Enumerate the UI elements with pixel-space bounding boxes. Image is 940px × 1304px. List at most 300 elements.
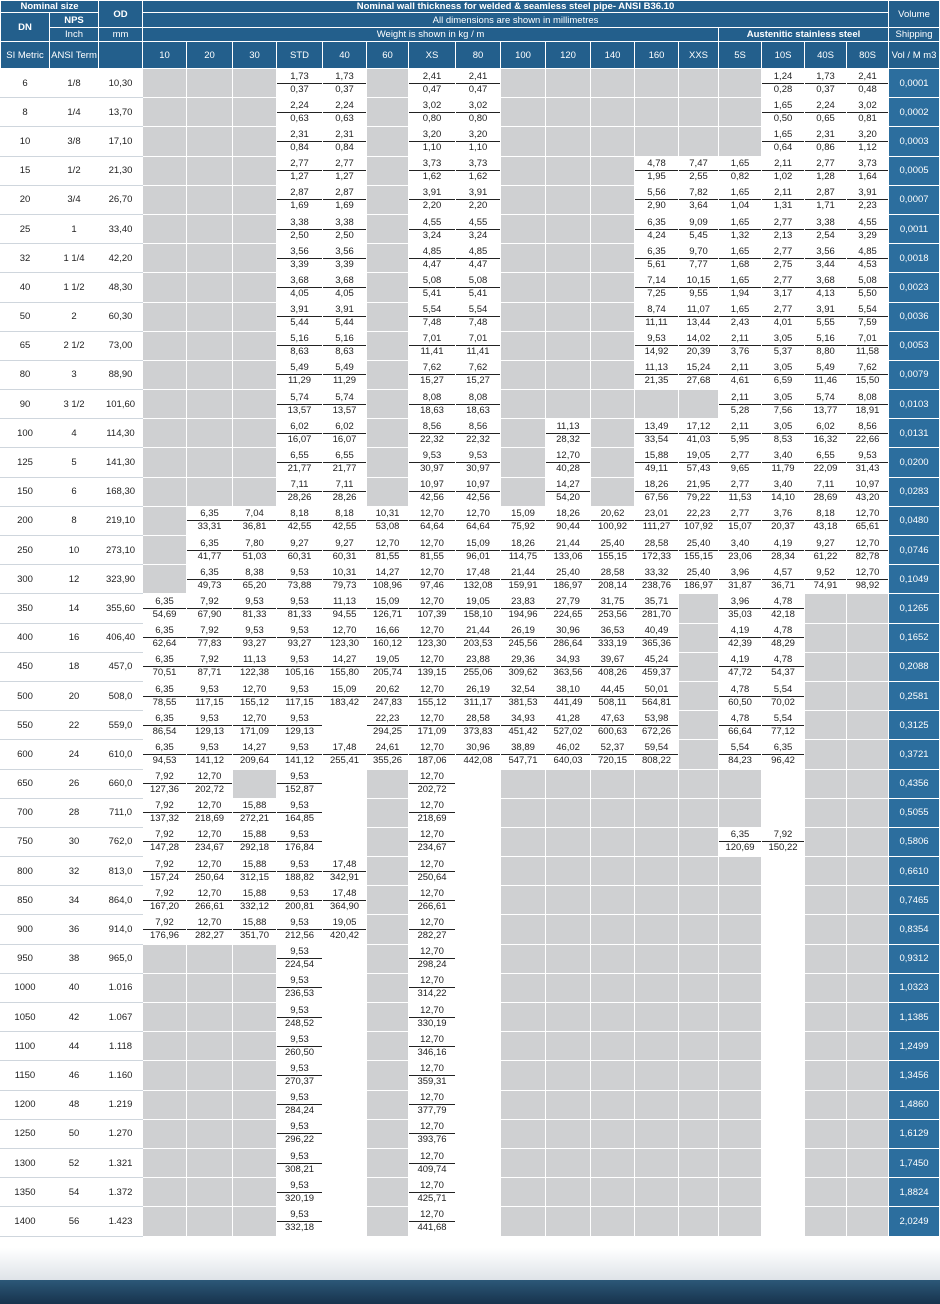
empty-cell	[679, 857, 719, 886]
value-pair	[323, 69, 366, 97]
row-dn: 200	[1, 506, 50, 535]
empty-cell	[591, 1148, 635, 1177]
wall-weight-cell	[409, 98, 456, 127]
wall-weight-cell	[277, 711, 323, 740]
weight-value: 5,55	[816, 317, 835, 329]
value-pair	[805, 332, 846, 360]
wall-weight-cell	[635, 214, 679, 243]
row-od: 101,60	[99, 390, 143, 419]
weight-value: 28,32	[556, 433, 580, 445]
value-pair	[409, 1149, 455, 1177]
empty-cell	[501, 69, 546, 98]
row-nps: 26	[50, 769, 99, 798]
empty-cell	[546, 857, 591, 886]
row-od: 660,0	[99, 769, 143, 798]
row-nps: 1/2	[50, 156, 99, 185]
wall-thickness-value: 10,97	[409, 479, 455, 492]
wall-weight-cell	[501, 594, 546, 623]
weight-value: 0,37	[290, 83, 309, 95]
wall-thickness-value: 7,92	[187, 625, 232, 638]
row-dn: 10	[1, 127, 50, 156]
wall-thickness-value: 2,77	[719, 508, 761, 521]
weight-value: 15,27	[466, 375, 490, 387]
wall-thickness-value: 30,96	[546, 625, 590, 638]
wall-thickness-value: 8,18	[323, 508, 366, 521]
weight-value: 42,55	[332, 521, 357, 533]
wall-thickness-value: 25,40	[679, 567, 718, 580]
wall-weight-cell	[762, 681, 805, 710]
empty-cell	[501, 944, 546, 973]
empty-cell	[546, 360, 591, 389]
weight-value: 3,17	[773, 287, 793, 299]
value-pair	[762, 828, 804, 856]
weight-value: 160,12	[372, 638, 403, 650]
wall-thickness-value: 7,14	[635, 275, 678, 288]
value-pair	[409, 857, 455, 885]
value-pair	[805, 390, 846, 418]
wall-thickness-value: 9,53	[277, 742, 322, 755]
wall-weight-cell	[847, 98, 889, 127]
empty-cell	[187, 1148, 233, 1177]
value-pair	[143, 594, 186, 622]
wall-weight-cell	[456, 711, 501, 740]
wall-weight-cell	[679, 185, 719, 214]
empty-cell	[501, 798, 546, 827]
empty-cell	[143, 1061, 187, 1090]
value-pair	[635, 682, 678, 710]
schedule-header: XXS	[679, 42, 719, 69]
weight-value: 5,45	[689, 229, 708, 241]
table-row	[1, 944, 940, 973]
weight-value: 0,80	[422, 112, 442, 124]
wall-weight-cell	[323, 69, 367, 98]
wall-weight-cell	[456, 740, 501, 769]
wall-weight-cell	[409, 1061, 456, 1090]
wall-thickness-value: 6,35	[143, 742, 186, 755]
empty-cell	[233, 448, 277, 477]
empty-cell	[635, 1003, 679, 1032]
empty-cell	[187, 360, 233, 389]
empty-cell	[143, 69, 187, 98]
empty-cell	[719, 1090, 762, 1119]
empty-cell	[679, 1207, 719, 1236]
wall-weight-cell	[591, 681, 635, 710]
empty-cell	[143, 390, 187, 419]
weight-value: 1,12	[858, 141, 877, 153]
wall-thickness-value: 6,35	[187, 508, 232, 521]
value-pair	[456, 361, 500, 389]
empty-cell	[679, 1178, 719, 1207]
wall-weight-cell	[719, 331, 762, 360]
wall-thickness-value: 1,73	[805, 71, 846, 84]
wall-weight-cell	[591, 506, 635, 535]
empty-cell	[591, 1003, 635, 1032]
volume-cell: 0,8354	[889, 915, 940, 944]
value-pair	[679, 507, 718, 535]
empty-cell	[143, 331, 187, 360]
value-pair	[635, 273, 678, 301]
row-nps: 20	[50, 681, 99, 710]
weight-value: 107,39	[417, 608, 447, 620]
value-pair	[719, 419, 761, 447]
weight-value: 5,61	[647, 258, 666, 270]
value-pair	[143, 915, 186, 943]
weight-value: 20,39	[686, 346, 711, 358]
empty-cell	[847, 1207, 889, 1236]
wall-weight-cell	[277, 302, 323, 331]
wall-weight-cell	[719, 477, 762, 506]
wall-weight-cell	[409, 185, 456, 214]
value-pair	[456, 419, 500, 447]
value-pair	[409, 770, 455, 798]
value-pair	[409, 915, 455, 943]
weight-value: 425,71	[417, 1192, 447, 1204]
weight-value: 79,73	[332, 579, 357, 591]
wall-weight-cell	[277, 944, 323, 973]
wall-weight-cell	[805, 185, 847, 214]
wall-thickness-value: 9,53	[277, 1121, 322, 1134]
wall-thickness-value: 12,70	[409, 654, 455, 667]
weight-value: 65,61	[855, 521, 880, 533]
wall-thickness-value: 4,78	[635, 158, 678, 171]
empty-cell	[456, 1032, 501, 1061]
weight-value: 36,81	[242, 521, 267, 533]
weight-value: 42,18	[771, 608, 795, 620]
wall-weight-cell	[409, 536, 456, 565]
value-pair	[323, 507, 366, 535]
wall-thickness-value: 14,27	[323, 654, 366, 667]
row-nps: 56	[50, 1207, 99, 1236]
volume-cell: 0,5055	[889, 798, 940, 827]
wall-thickness-value: 12,70	[409, 917, 455, 930]
weight-value: 377,79	[417, 1105, 447, 1117]
wall-thickness-value: 9,53	[277, 888, 322, 901]
weight-value: 81,33	[287, 608, 312, 620]
wall-thickness-value: 3,02	[409, 100, 455, 113]
schedule-header: 140	[591, 42, 635, 69]
wall-weight-cell	[635, 302, 679, 331]
row-nps: 1/4	[50, 98, 99, 127]
wall-weight-cell	[409, 1207, 456, 1236]
wall-weight-cell	[456, 390, 501, 419]
wall-thickness-value: 9,53	[277, 771, 322, 784]
row-nps: 3/8	[50, 127, 99, 156]
wall-thickness-value: 9,09	[679, 217, 718, 230]
wall-thickness-value: 45,24	[635, 654, 678, 667]
value-pair	[635, 332, 678, 360]
value-pair	[546, 653, 590, 681]
empty-cell	[187, 973, 233, 1002]
empty-cell	[323, 973, 367, 1002]
wall-weight-cell	[847, 69, 889, 98]
weight-value: 28,26	[287, 492, 312, 504]
wall-weight-cell	[143, 623, 187, 652]
value-pair	[323, 886, 366, 914]
wall-thickness-value: 26,19	[501, 625, 545, 638]
wall-thickness-value: 12,70	[409, 859, 455, 872]
value-pair	[233, 740, 276, 768]
value-pair	[143, 799, 186, 827]
table-row	[1, 69, 940, 98]
wall-weight-cell	[635, 506, 679, 535]
value-pair	[635, 711, 678, 739]
wall-weight-cell	[409, 302, 456, 331]
weight-value: 132,08	[463, 579, 493, 591]
wall-weight-cell	[187, 798, 233, 827]
wall-weight-cell	[277, 127, 323, 156]
weight-value: 1,64	[858, 171, 877, 183]
wall-thickness-value: 4,55	[847, 217, 888, 230]
value-pair	[233, 886, 276, 914]
weight-value: 2,55	[689, 171, 708, 183]
row-nps: 18	[50, 652, 99, 681]
wall-thickness-value: 23,01	[635, 508, 678, 521]
row-nps: 42	[50, 1003, 99, 1032]
value-pair	[456, 69, 500, 97]
value-pair	[591, 594, 634, 622]
wall-weight-cell	[277, 331, 323, 360]
empty-cell	[679, 915, 719, 944]
row-nps: 2 1/2	[50, 331, 99, 360]
wall-thickness-value: 4,57	[762, 567, 804, 580]
wall-weight-cell	[762, 477, 805, 506]
wall-thickness-value: 6,35	[143, 684, 186, 697]
weight-value: 120,69	[725, 842, 755, 854]
wall-weight-cell	[143, 594, 187, 623]
row-nps: 36	[50, 915, 99, 944]
value-pair	[591, 653, 634, 681]
wall-thickness-value: 10,97	[847, 479, 888, 492]
empty-cell	[367, 390, 409, 419]
weight-value: 18,63	[466, 404, 490, 416]
empty-cell	[143, 944, 187, 973]
row-nps: 3 1/2	[50, 390, 99, 419]
wall-thickness-value: 3,38	[323, 217, 366, 230]
empty-cell	[805, 973, 847, 1002]
value-pair	[277, 974, 322, 1002]
wall-weight-cell	[409, 127, 456, 156]
value-pair	[277, 886, 322, 914]
value-pair	[719, 361, 761, 389]
wall-weight-cell	[187, 652, 233, 681]
weight-value: 7,59	[858, 317, 877, 329]
weight-value: 308,21	[284, 1163, 315, 1175]
value-pair	[277, 157, 322, 185]
weight-value: 54,69	[152, 608, 177, 620]
volume-cell: 0,2581	[889, 681, 940, 710]
wall-weight-cell	[679, 477, 719, 506]
empty-cell	[501, 1148, 546, 1177]
empty-cell	[591, 185, 635, 214]
empty-cell	[546, 244, 591, 273]
weight-value: 70,51	[152, 667, 177, 679]
empty-cell	[679, 623, 719, 652]
value-pair	[143, 682, 186, 710]
wall-thickness-value: 34,93	[501, 713, 545, 726]
empty-cell	[591, 98, 635, 127]
wall-thickness-value: 12,70	[409, 1151, 455, 1164]
weight-value: 808,22	[641, 754, 672, 766]
weight-value: 96,01	[466, 550, 490, 562]
weight-value: 0,65	[816, 112, 835, 124]
empty-cell	[805, 1090, 847, 1119]
wall-weight-cell	[277, 798, 323, 827]
empty-cell	[367, 973, 409, 1002]
empty-cell	[591, 156, 635, 185]
empty-cell	[719, 69, 762, 98]
value-pair	[762, 624, 804, 652]
wall-weight-cell	[233, 827, 277, 856]
empty-cell	[591, 331, 635, 360]
value-pair	[143, 653, 186, 681]
empty-cell	[679, 1003, 719, 1032]
row-od: 21,30	[99, 156, 143, 185]
empty-cell	[233, 273, 277, 302]
wall-thickness-value: 50,01	[635, 684, 678, 697]
weight-value: 30,97	[466, 463, 490, 475]
empty-cell	[233, 419, 277, 448]
weight-value: 60,31	[287, 550, 312, 562]
wall-weight-cell	[679, 448, 719, 477]
empty-cell	[847, 973, 889, 1002]
value-pair	[277, 711, 322, 739]
wall-thickness-value: 21,95	[679, 479, 718, 492]
weight-value: 373,83	[463, 725, 493, 737]
volume-cell: 0,0079	[889, 360, 940, 389]
empty-cell	[456, 886, 501, 915]
wall-weight-cell	[847, 419, 889, 448]
wall-weight-cell	[762, 244, 805, 273]
row-od: 168,30	[99, 477, 143, 506]
empty-cell	[635, 944, 679, 973]
wall-thickness-value: 6,35	[762, 742, 804, 755]
empty-cell	[233, 477, 277, 506]
empty-cell	[233, 127, 277, 156]
wall-weight-cell	[847, 506, 889, 535]
value-pair	[143, 828, 186, 856]
wall-thickness-value: 8,56	[847, 421, 888, 434]
wall-thickness-value: 9,53	[277, 1180, 322, 1193]
row-nps: 22	[50, 711, 99, 740]
wall-thickness-value: 12,70	[323, 625, 366, 638]
value-pair	[762, 332, 804, 360]
wall-thickness-value: 40,49	[635, 625, 678, 638]
empty-cell	[233, 1178, 277, 1207]
value-pair	[233, 624, 276, 652]
wall-weight-cell	[591, 740, 635, 769]
wall-weight-cell	[501, 681, 546, 710]
wall-weight-cell	[679, 244, 719, 273]
value-pair	[847, 536, 888, 564]
wall-weight-cell	[635, 652, 679, 681]
weight-value: 4,01	[773, 317, 793, 329]
wall-thickness-value: 10,31	[367, 508, 408, 521]
empty-cell	[679, 1119, 719, 1148]
empty-cell	[719, 127, 762, 156]
header-shipping: Shipping	[889, 28, 940, 42]
empty-cell	[805, 857, 847, 886]
wall-weight-cell	[546, 623, 591, 652]
wall-weight-cell	[456, 360, 501, 389]
value-pair	[277, 1207, 322, 1235]
wall-thickness-value: 3,68	[323, 275, 366, 288]
wall-weight-cell	[409, 1003, 456, 1032]
header-main-title: Nominal wall thickness for welded & seamless steel pipe- ANSI B36.10	[143, 1, 889, 13]
weight-value: 250,64	[194, 871, 225, 883]
empty-cell	[805, 681, 847, 710]
volume-cell: 0,0131	[889, 419, 940, 448]
weight-value: 359,31	[417, 1075, 447, 1087]
empty-cell	[323, 1090, 367, 1119]
empty-cell	[762, 1148, 805, 1177]
wall-thickness-value: 9,53	[233, 596, 276, 609]
empty-cell	[367, 1119, 409, 1148]
row-nps: 30	[50, 827, 99, 856]
wall-weight-cell	[409, 944, 456, 973]
wall-weight-cell	[635, 419, 679, 448]
volume-cell: 0,1265	[889, 594, 940, 623]
wall-thickness-value: 5,54	[456, 304, 500, 317]
empty-cell	[367, 214, 409, 243]
empty-cell	[591, 1207, 635, 1236]
weight-value: 22,32	[466, 433, 490, 445]
value-pair	[323, 361, 366, 389]
weight-value: 20,37	[771, 521, 795, 533]
empty-cell	[367, 448, 409, 477]
wall-weight-cell	[456, 536, 501, 565]
wall-weight-cell	[762, 98, 805, 127]
empty-cell	[805, 1061, 847, 1090]
wall-weight-cell	[635, 711, 679, 740]
wall-thickness-value: 5,54	[847, 304, 888, 317]
wall-thickness-value: 3,20	[456, 129, 500, 142]
wall-thickness-value: 6,02	[323, 421, 366, 434]
wall-thickness-value: 12,70	[409, 508, 455, 521]
weight-value: 87,71	[197, 667, 222, 679]
value-pair	[143, 857, 186, 885]
empty-cell	[679, 1032, 719, 1061]
wall-weight-cell	[805, 448, 847, 477]
weight-value: 442,08	[463, 754, 493, 766]
weight-value: 137,32	[149, 813, 180, 825]
weight-value: 43,20	[855, 492, 880, 504]
weight-value: 3,76	[730, 346, 750, 358]
wall-thickness-value: 2,11	[719, 333, 761, 346]
wall-thickness-value: 3,56	[323, 246, 366, 259]
wall-weight-cell	[409, 1032, 456, 1061]
empty-cell	[591, 886, 635, 915]
weight-value: 2,43	[730, 317, 750, 329]
wall-weight-cell	[847, 273, 889, 302]
schedule-header: 40	[323, 42, 367, 69]
empty-cell	[143, 1148, 187, 1177]
wall-weight-cell	[546, 594, 591, 623]
wall-weight-cell	[805, 214, 847, 243]
empty-cell	[233, 360, 277, 389]
wall-weight-cell	[456, 565, 501, 594]
wall-thickness-value: 7,01	[456, 333, 500, 346]
value-pair	[187, 653, 232, 681]
wall-weight-cell	[323, 273, 367, 302]
wall-thickness-value: 7,80	[233, 538, 276, 551]
header-mm: mm	[99, 28, 143, 42]
wall-thickness-value: 2,77	[762, 246, 804, 259]
value-pair	[409, 478, 455, 506]
wall-thickness-value: 4,85	[409, 246, 455, 259]
value-pair	[409, 828, 455, 856]
wall-weight-cell	[187, 623, 233, 652]
value-pair	[323, 565, 366, 593]
